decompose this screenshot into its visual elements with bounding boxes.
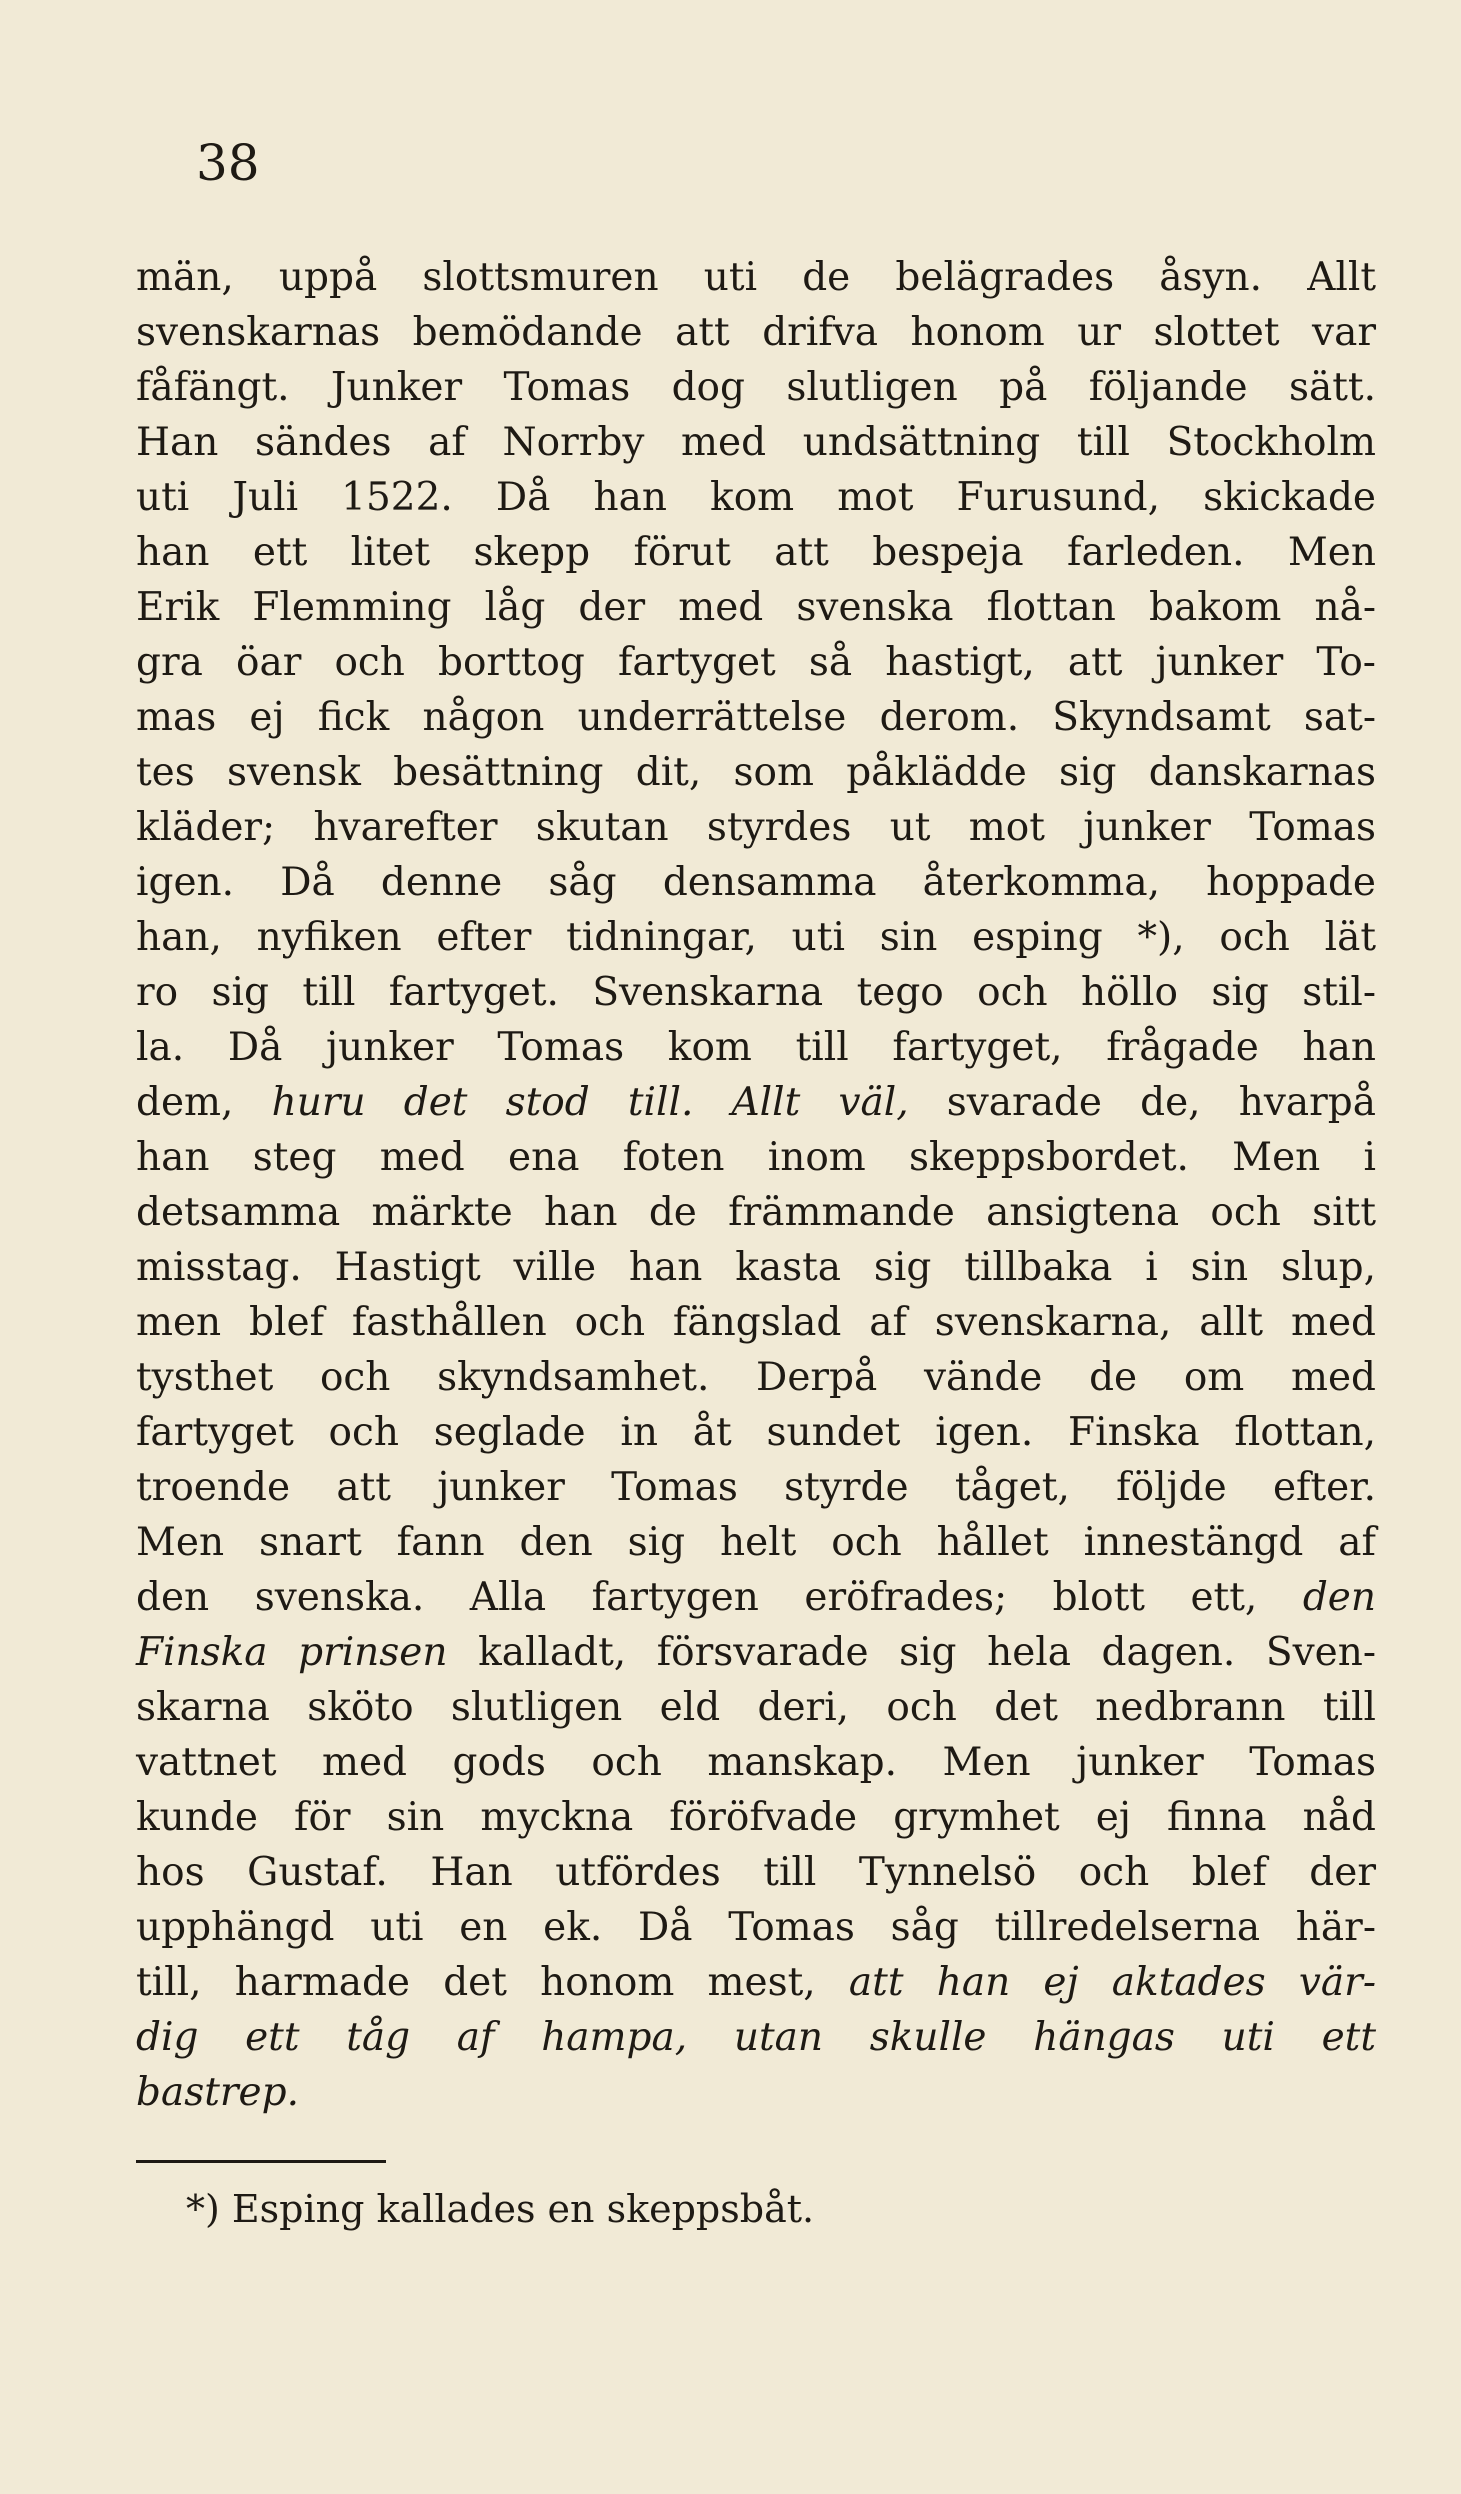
text-segment: vattnet med gods och manskap. Men junker Tomas — [136, 1740, 1376, 1785]
text-segment: svarade de, hvarpå — [908, 1080, 1376, 1125]
text-segment: tes svensk besättning dit, som påklädde sig danskarnas — [136, 750, 1376, 795]
text-segment: han ett litet skepp förut att bespeja farleden. Men — [136, 530, 1376, 575]
text-line — [136, 305, 1376, 360]
text-line — [136, 1735, 1376, 1790]
text-line — [136, 745, 1376, 800]
text-segment: misstag. Hastigt ville han kasta sig tillbaka i sin slup, — [136, 1245, 1376, 1290]
text-line — [136, 580, 1376, 635]
text-line — [136, 1350, 1376, 1405]
text-segment: troende att junker Tomas styrde tåget, följde efter. — [136, 1465, 1376, 1510]
footnote: *) Esping kallades en skeppsbåt. — [186, 2187, 815, 2231]
text-line — [136, 1680, 1376, 1735]
text-segment: fåfängt. Junker Tomas dog slutligen på följande sätt. — [136, 365, 1376, 410]
text-line — [136, 800, 1376, 855]
italic-text: bastrep. — [136, 2070, 299, 2115]
text-segment: dem, — [136, 1080, 272, 1125]
text-line — [136, 2010, 1376, 2065]
text-line — [136, 1900, 1376, 1955]
text-segment: kunde för sin myckna föröfvade grymhet ej finna nåd — [136, 1795, 1376, 1840]
text-segment: detsamma märkte han de främmande ansigtena och sitt — [136, 1190, 1376, 1235]
text-line — [136, 1075, 1376, 1130]
text-segment: den svenska. Alla fartygen eröfrades; blott ett, — [136, 1575, 1303, 1620]
text-segment: kalladt, försvarade sig hela dagen. Sven- — [447, 1630, 1376, 1675]
italic-text: att han ej aktades vär- — [848, 1960, 1376, 2005]
text-segment: han, nyfiken efter tidningar, uti sin esping *), och lät — [136, 915, 1376, 960]
text-segment: mas ej fick någon underrättelse derom. Skyndsamt sat- — [136, 695, 1376, 740]
text-line — [136, 855, 1376, 910]
text-segment: han steg med ena foten inom skeppsbordet. Men i — [136, 1135, 1376, 1180]
text-line — [136, 1020, 1376, 1075]
text-line — [136, 2065, 1376, 2120]
body-text — [136, 250, 1376, 2120]
text-line — [136, 1130, 1376, 1185]
text-line — [136, 690, 1376, 745]
text-line — [136, 1295, 1376, 1350]
text-line — [136, 635, 1376, 690]
text-segment: Erik Flemming låg der med svenska flottan bakom nå- — [136, 585, 1376, 630]
text-segment: gra öar och borttog fartyget så hastigt, att junker To- — [136, 640, 1376, 685]
footnote-separator — [136, 2160, 386, 2163]
text-line — [136, 1515, 1376, 1570]
text-segment: tysthet och skyndsamhet. Derpå vände de om med — [136, 1355, 1376, 1400]
text-segment: men blef fasthållen och fängslad af svenskarna, allt med — [136, 1300, 1376, 1345]
text-segment: fartyget och seglade in åt sundet igen. Finska flottan, — [136, 1410, 1376, 1455]
text-line — [136, 1405, 1376, 1460]
text-segment: skarna sköto slutligen eld deri, och det nedbrann till — [136, 1685, 1376, 1730]
text-line — [136, 470, 1376, 525]
text-line — [136, 1790, 1376, 1845]
text-segment: igen. Då denne såg densamma återkomma, hoppade — [136, 860, 1376, 905]
text-line — [136, 415, 1376, 470]
text-line — [136, 965, 1376, 1020]
text-segment: hos Gustaf. Han utfördes till Tynnelsö och blef der — [136, 1850, 1376, 1895]
text-segment: till, harmade det honom mest, — [136, 1960, 849, 2005]
text-line — [136, 1570, 1376, 1625]
text-line — [136, 1185, 1376, 1240]
text-segment: Han sändes af Norrby med undsättning till Stockholm — [136, 420, 1376, 465]
text-line — [136, 1625, 1376, 1680]
text-line — [136, 1240, 1376, 1295]
text-line — [136, 360, 1376, 415]
page-number: 38 — [196, 134, 260, 192]
text-segment: kläder; hvarefter skutan styrdes ut mot junker Tomas — [136, 805, 1376, 850]
italic-text: Finska prinsen — [136, 1630, 448, 1675]
text-line — [136, 910, 1376, 965]
text-segment: upphängd uti en ek. Då Tomas såg tillredelserna här- — [136, 1905, 1376, 1950]
text-line — [136, 1955, 1376, 2010]
text-segment: män, uppå slottsmuren uti de belägrades åsyn. Allt — [136, 255, 1376, 300]
italic-text: den — [1302, 1575, 1376, 1620]
text-segment: ro sig till fartyget. Svenskarna tego och höllo sig stil- — [136, 970, 1376, 1015]
text-line — [136, 1845, 1376, 1900]
text-segment: uti Juli 1522. Då han kom mot Furusund, skickade — [136, 475, 1376, 520]
text-segment: Men snart fann den sig helt och hållet innestängd af — [136, 1520, 1376, 1565]
italic-text: huru det stod till. Allt väl, — [271, 1080, 909, 1125]
text-line — [136, 250, 1376, 305]
italic-text: dig ett tåg af hampa, utan skulle hängas uti ett — [136, 2015, 1376, 2060]
text-segment: la. Då junker Tomas kom till fartyget, frågade han — [136, 1025, 1376, 1070]
text-segment: svenskarnas bemödande att drifva honom ur slottet var — [136, 310, 1376, 355]
text-line — [136, 1460, 1376, 1515]
text-line — [136, 525, 1376, 580]
